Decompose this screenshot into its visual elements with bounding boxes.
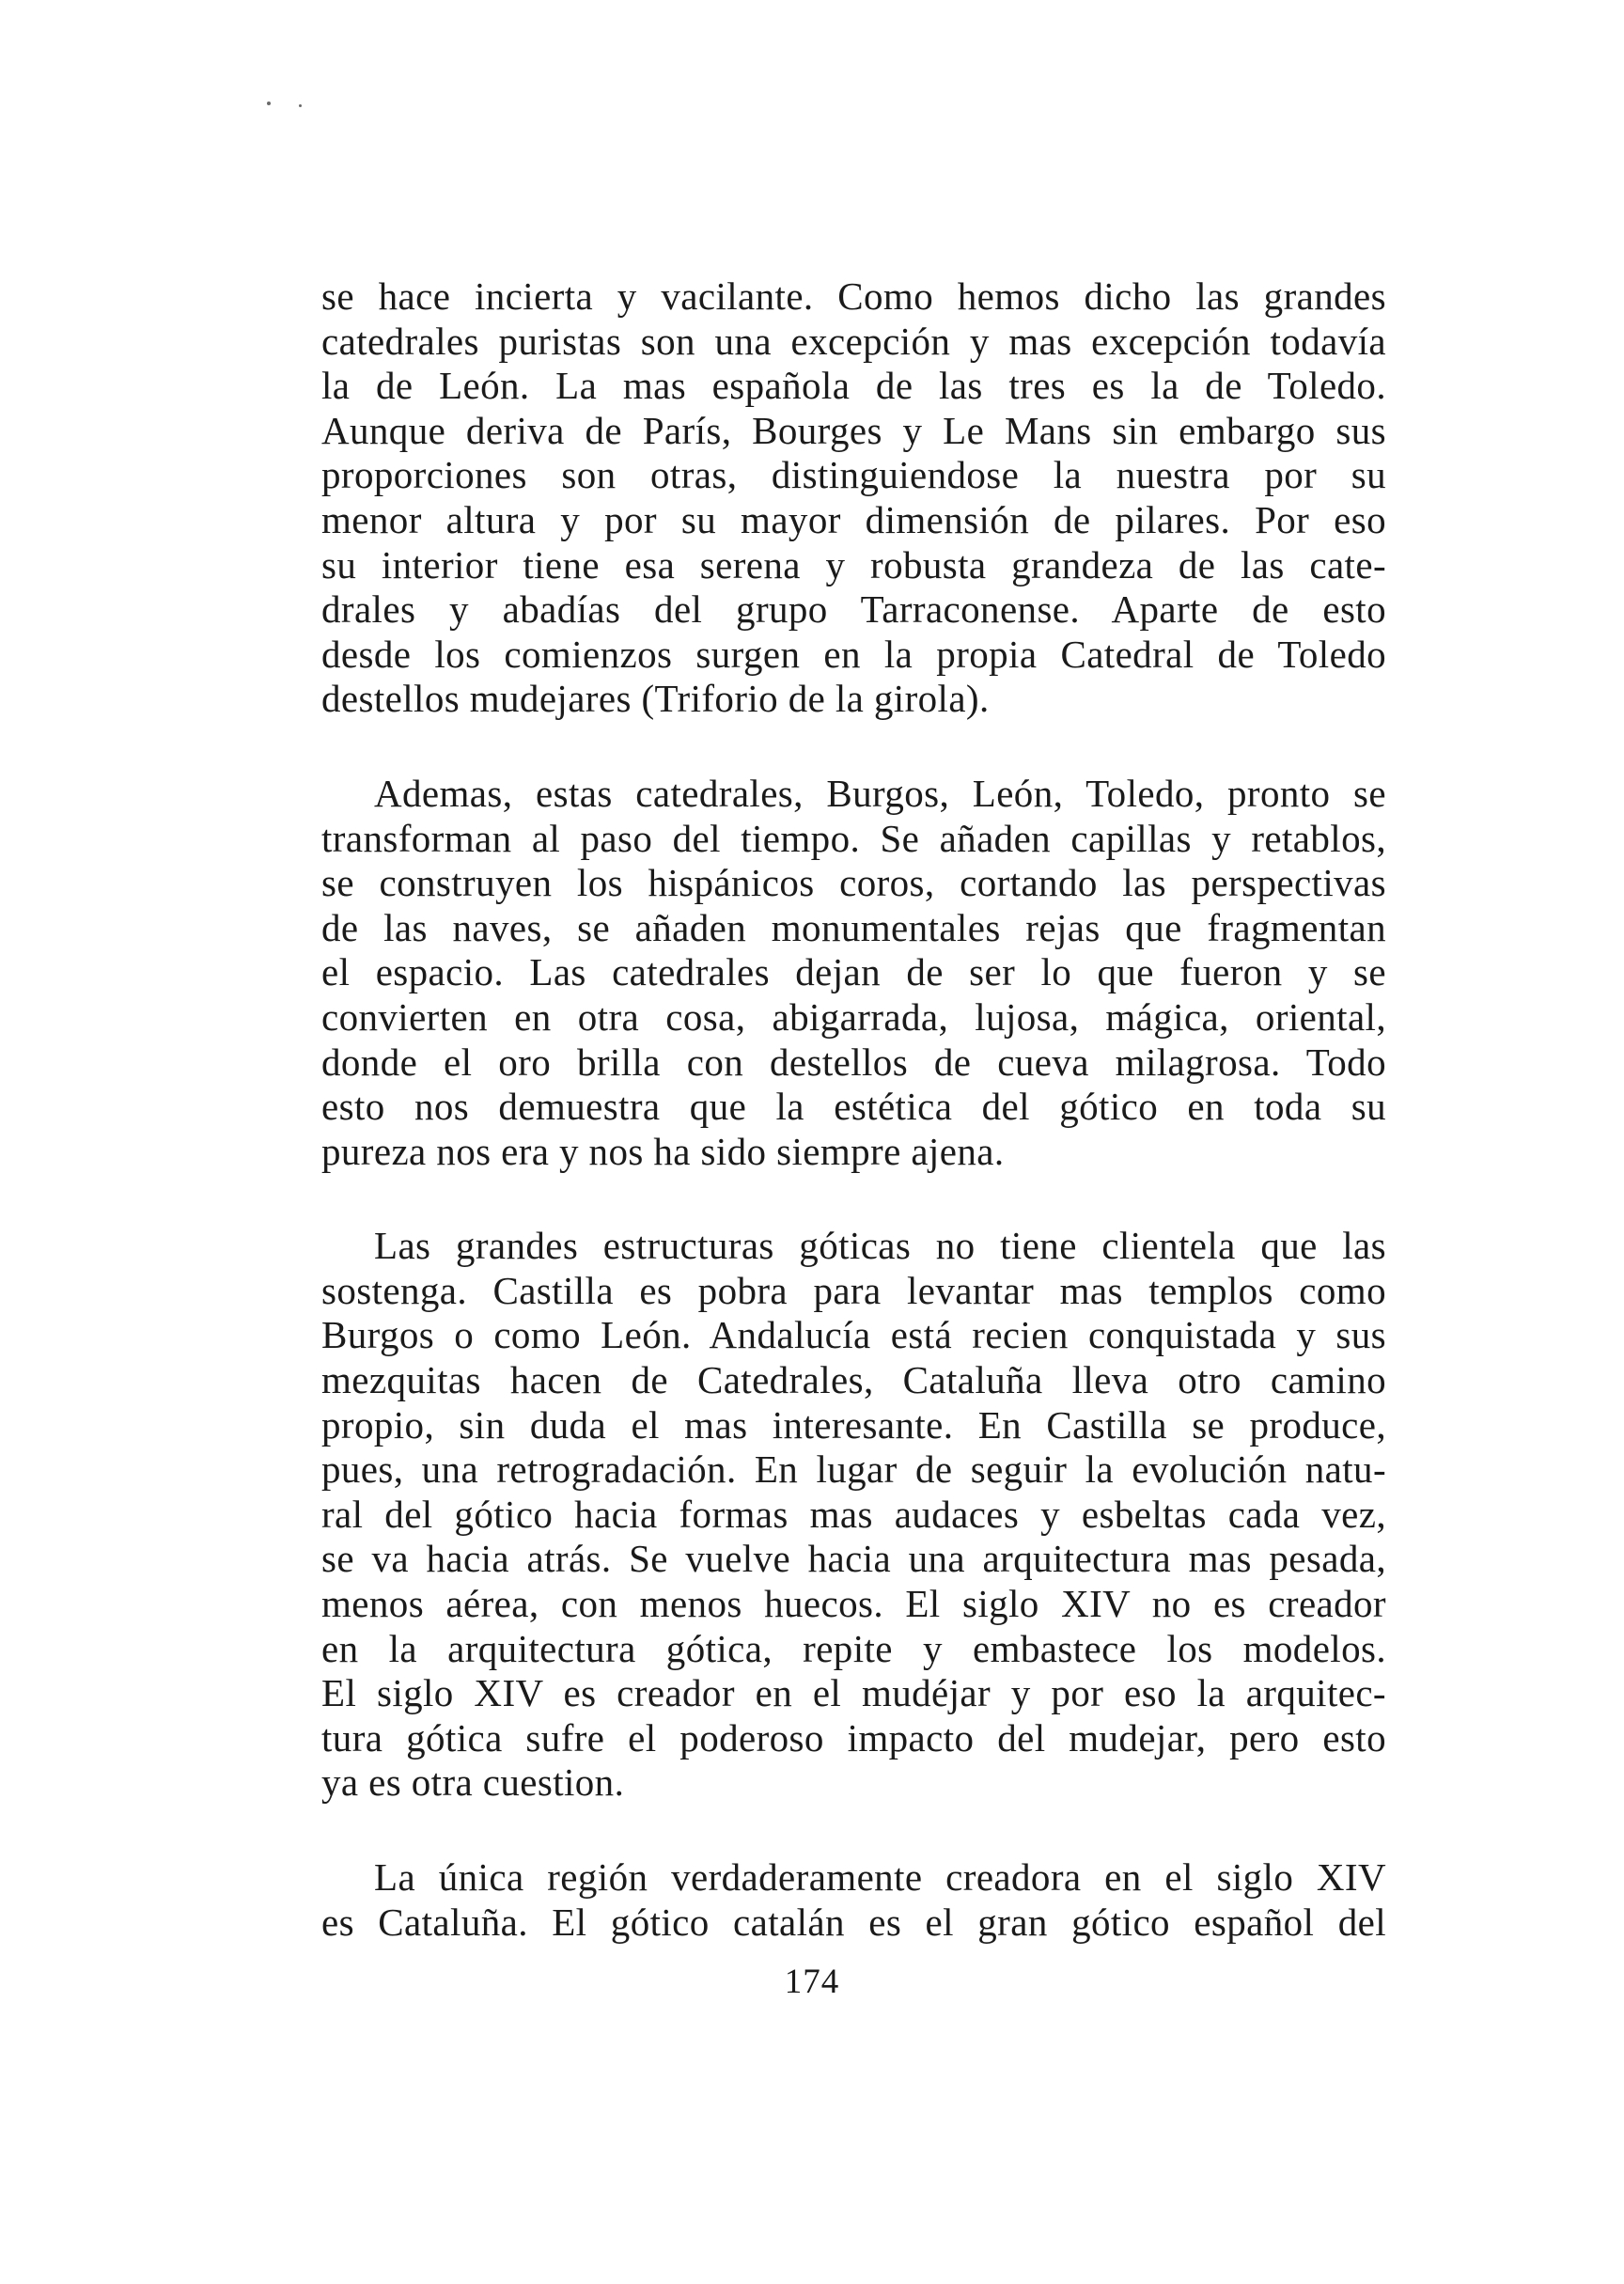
text-line: convierten en otra cosa, abigarrada, lujosa, mágica, oriental, [321,994,1386,1039]
scan-speck [267,102,271,105]
text-line: destellos mudejares (Triforio de la girola). [321,677,990,721]
text-line: sostenga. Castilla es pobra para levantar mas templos como [321,1268,1386,1312]
text-line: ral del gótico hacia formas mas audaces y esbeltas cada vez, [321,1492,1386,1536]
text-line: de las naves, se añaden monumentales rejas que fragmentan [321,905,1386,949]
text-line: El siglo XIV es creador en el mudéjar y por eso la arquitec- [321,1671,1386,1715]
paragraph [321,1855,1386,1945]
text-line: se va hacia atrás. Se vuelve hacia una arquitectura mas pesada, [321,1537,1386,1581]
text-line: donde el oro brilla con destellos de cueva milagrosa. Todo [321,1040,1386,1084]
text-line: drales y abadías del grupo Tarraconense. Aparte de esto [321,587,1386,632]
scan-speck [299,104,302,107]
text-line: se construyen los hispánicos coros, cortando las perspectivas [321,861,1386,905]
text-line: desde los comienzos surgen en la propia Catedral de Toledo [321,632,1386,676]
text-line: catedrales puristas son una excepción y mas excepción todavía [321,319,1386,363]
text-line: el espacio. Las catedrales dejan de ser lo que fueron y se [321,950,1386,994]
paragraph [321,772,1386,1174]
text-line: se hace incierta y vacilante. Como hemos dicho las grandes [321,274,1386,318]
text-line: esto nos demuestra que la estética del gótico en toda su [321,1085,1386,1129]
page-number: 174 [784,1963,840,2001]
text-line: Burgos o como León. Andalucía está recien conquistada y sus [321,1313,1386,1357]
paragraph [321,274,1386,722]
paragraph [321,1224,1386,1806]
text-line: transforman al paso del tiempo. Se añaden capillas y retablos, [321,816,1386,860]
text-line: propio, sin duda el mas interesante. En Castilla se produce, [321,1402,1386,1447]
scan-artifact [267,102,323,111]
text-line: en la arquitectura gótica, repite y embastece los modelos. [321,1626,1386,1670]
text-line: menos aérea, con menos huecos. El siglo XIV no es creador [321,1582,1386,1626]
text-line: menor altura y por su mayor dimensión de pilares. Por eso [321,497,1386,541]
text-line: su interior tiene esa serena y robusta grandeza de las cate- [321,542,1386,587]
text-line: proporciones son otras, distinguiendose la nuestra por su [321,453,1386,497]
text-line: ya es otra cuestion. [321,1760,625,1805]
text-line: la de León. La mas española de las tres es la de Toledo. [321,364,1386,408]
text-line: pureza nos era y nos ha sido siempre ajena. [321,1129,1005,1173]
text-line: mezquitas hacen de Catedrales, Cataluña lleva otro camino [321,1358,1386,1402]
text-line: Aunque deriva de París, Bourges y Le Mans sin embargo sus [321,408,1386,452]
text-line: pues, una retrogradación. En lugar de seguir la evolución natu- [321,1447,1386,1492]
body-text [321,274,1386,1945]
text-line: La única región verdaderamente creadora en el siglo XIV [374,1855,1386,1899]
text-line: Ademas, estas catedrales, Burgos, León, Toledo, pronto se [374,771,1386,815]
text-line: Las grandes estructuras góticas no tiene clientela que las [374,1224,1386,1268]
text-line: tura gótica sufre el poderoso impacto del mudejar, pero esto [321,1715,1386,1760]
text-line: es Cataluña. El gótico catalán es el gran gótico español del [321,1900,1386,1944]
